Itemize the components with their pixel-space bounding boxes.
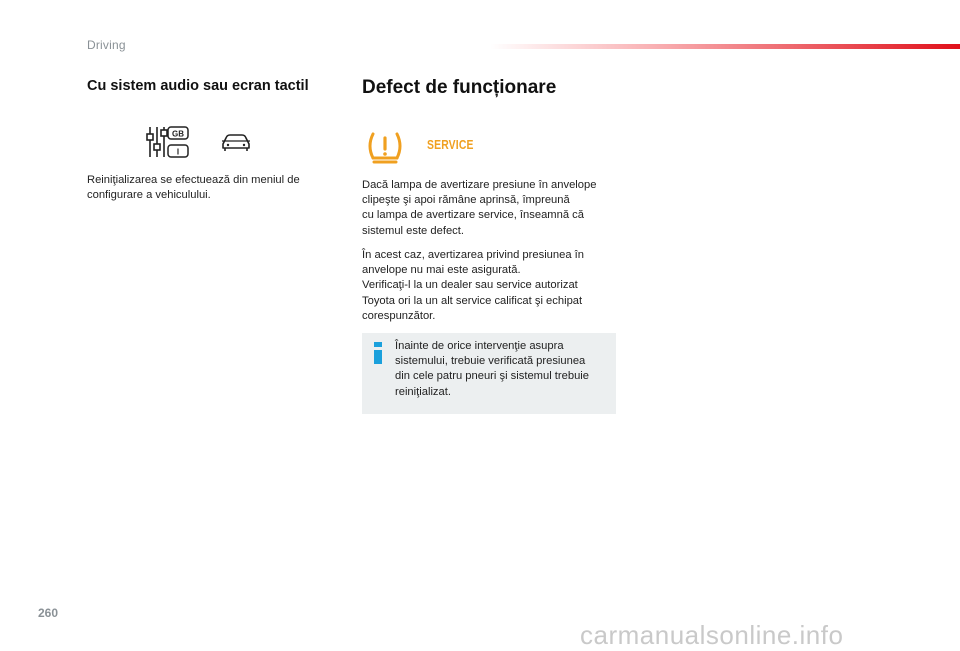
info-note-box: [362, 333, 616, 414]
watermark-text: carmanualsonline.info: [580, 620, 844, 650]
right-section-heading: Defect de funcționare: [362, 77, 557, 98]
car-icon: [220, 132, 252, 152]
svg-text:I: I: [176, 147, 180, 157]
svg-text:GB: GB: [172, 129, 184, 139]
header-accent-bar: [490, 44, 960, 49]
service-warning-label: SERVICE: [427, 137, 474, 152]
gb-language-icon: [166, 125, 190, 159]
right-paragraph-2: În acest caz, avertizarea privind presiunea în anvelope nu mai este asigurată. Verificaţi-l la un dealer sau service autorizat Toyota ori la un alt service calificat şi echipat corespunzător.: [362, 249, 585, 322]
section-title: Driving: [87, 38, 126, 52]
left-section-heading: Cu sistem audio sau ecran tactil: [87, 78, 309, 94]
tire-pressure-warning-icon: [365, 130, 405, 166]
info-note-text: Înainte de orice intervenţie asupra sistemului, trebuie verificată presiunea din cele patru pneuri şi sistemul trebuie reiniţializat.: [395, 340, 590, 398]
page-number: 260: [38, 606, 59, 620]
info-icon: [371, 342, 385, 364]
left-body-text: Reiniţializarea se efectuează din meniul de configurare a vehiculului.: [87, 174, 300, 202]
right-paragraph-1: Dacă lampa de avertizare presiune în anvelope clipeşte şi apoi rămâne aprinsă, împreună cu lampa de avertizare service, înseamnă că sistemul este defect.: [362, 179, 597, 237]
